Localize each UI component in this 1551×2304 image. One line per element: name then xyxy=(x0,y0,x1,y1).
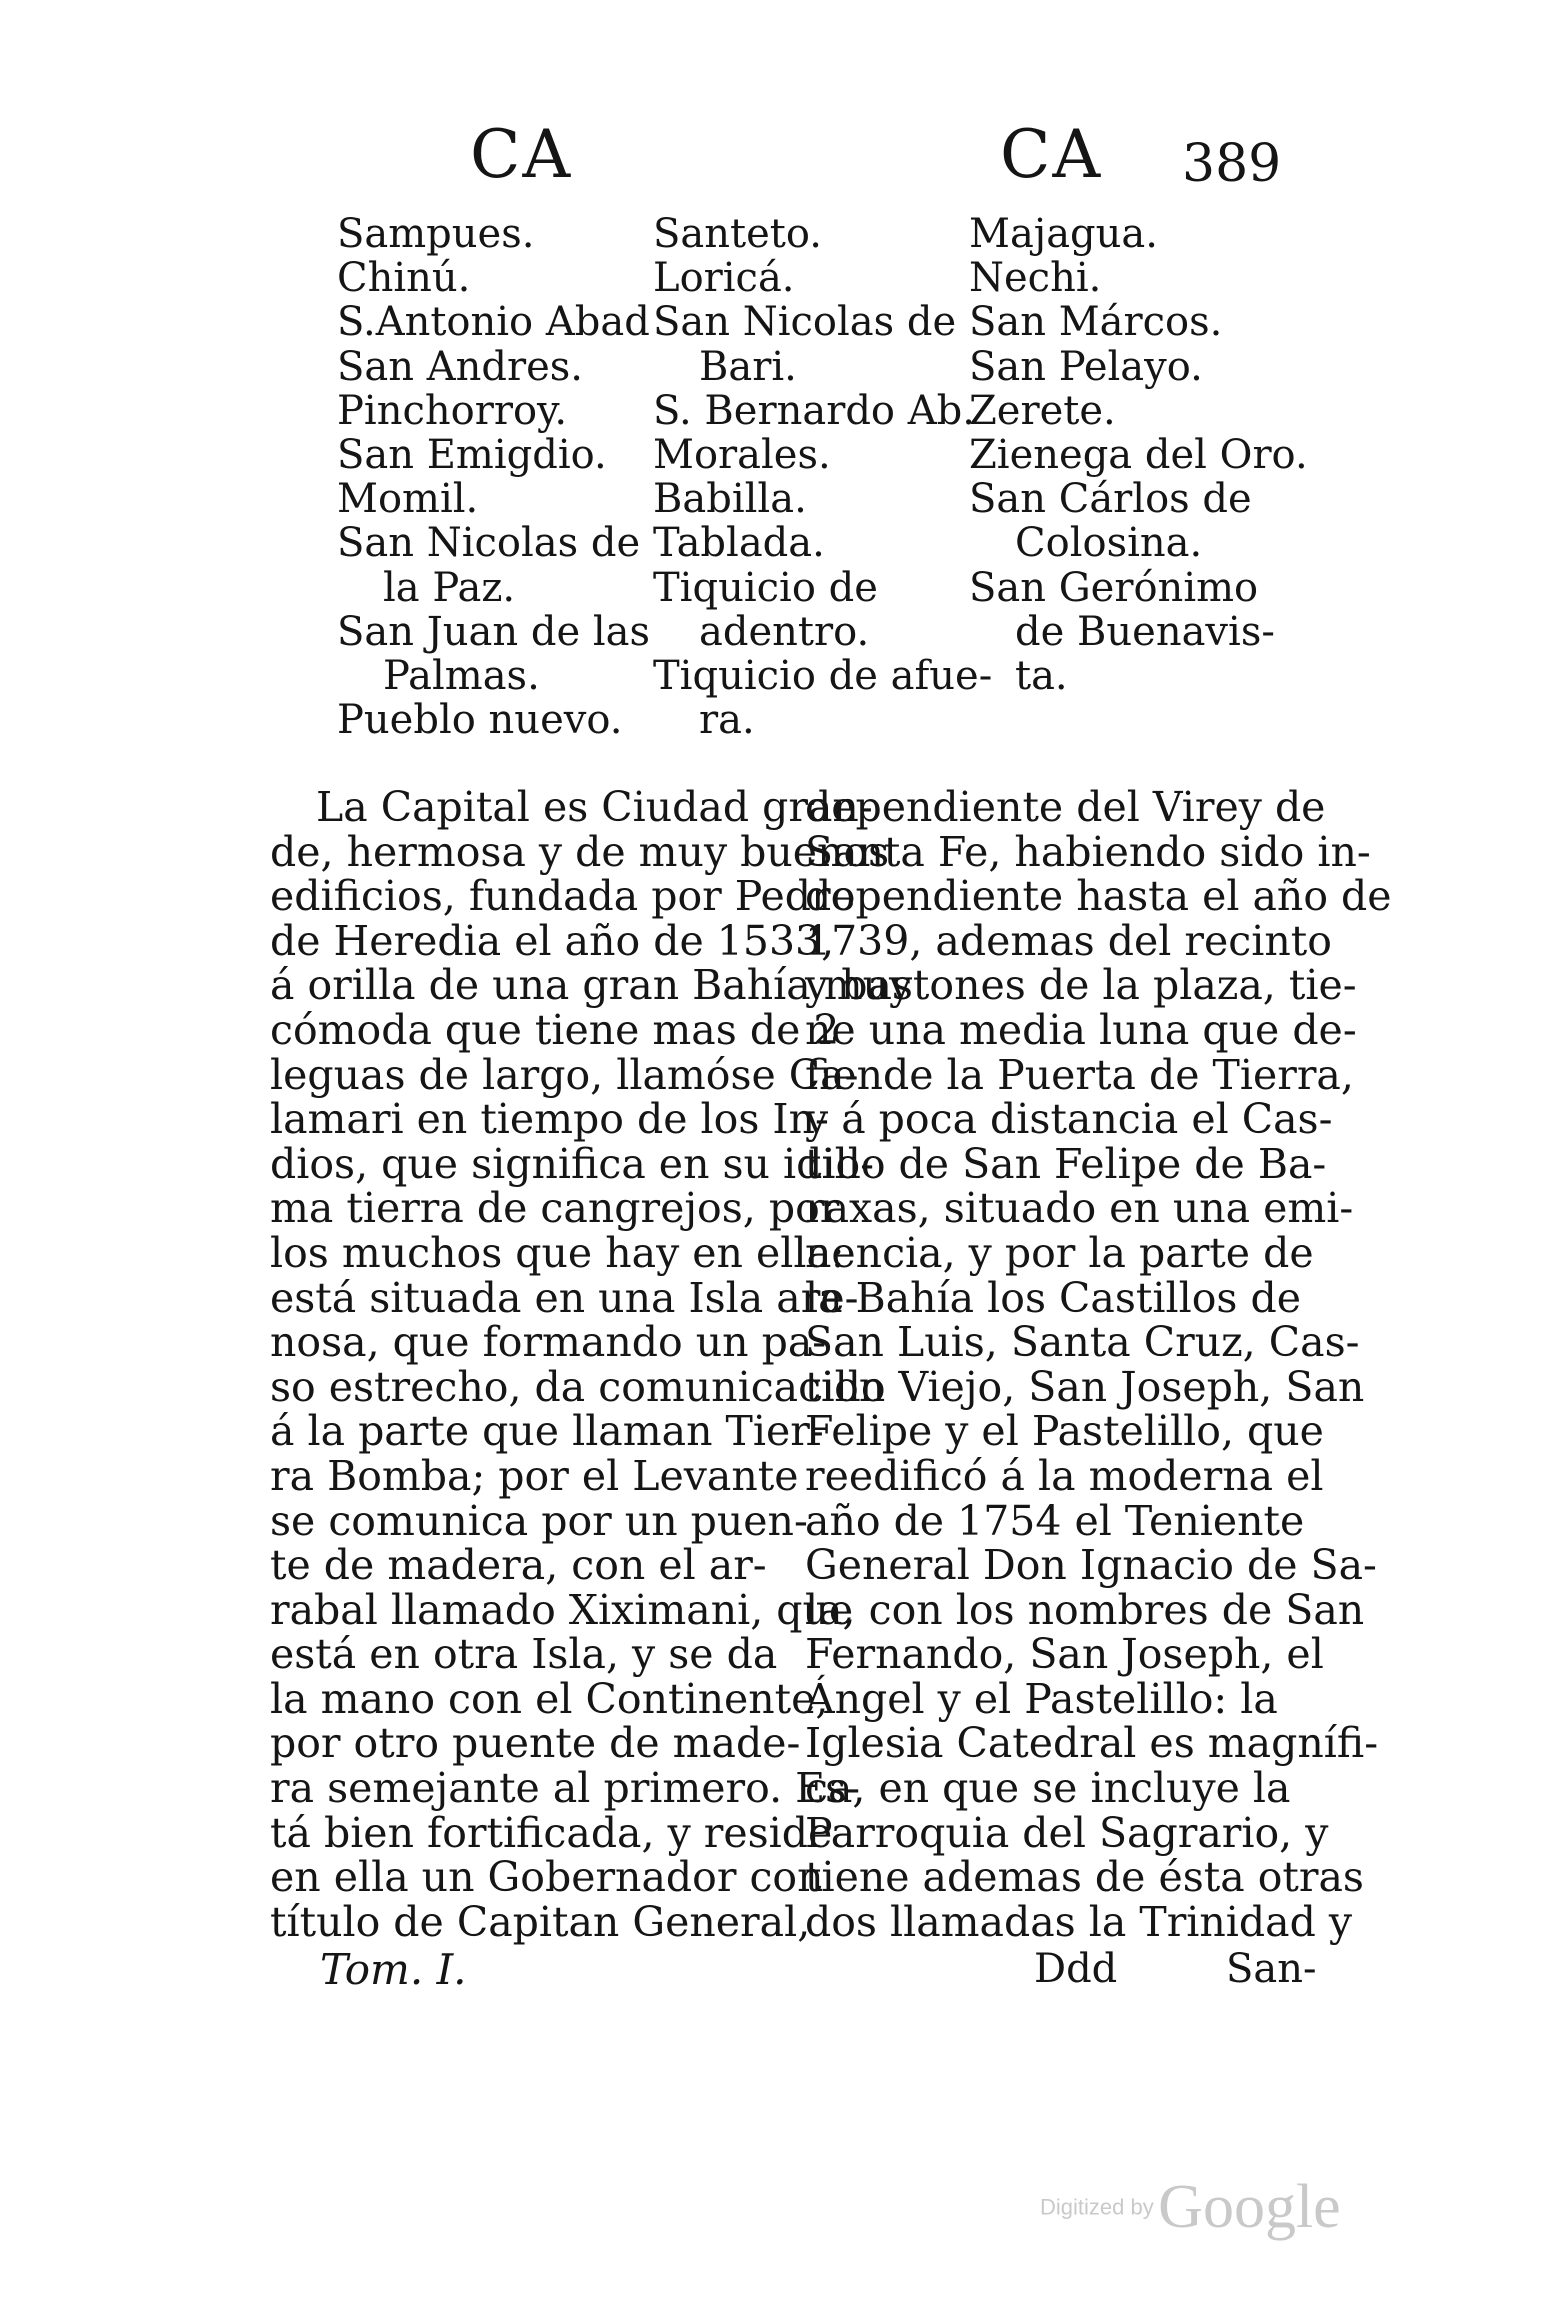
place-list-column-2 xyxy=(653,211,993,744)
place-item: Sampues. xyxy=(337,211,535,257)
text-line: nencia, y por la parte de xyxy=(805,1228,1314,1277)
text-line: de, hermosa y de muy buenos xyxy=(270,827,890,876)
place-list-column-1 xyxy=(337,211,651,744)
volume-label: Tom. I. xyxy=(320,1945,467,1994)
place-item: San Juan de las xyxy=(337,608,651,655)
text-line: y á poca distancia el Cas- xyxy=(805,1095,1333,1144)
place-item-continuation: la Paz. xyxy=(383,564,516,611)
text-line: dos llamadas la Trinidad y xyxy=(805,1897,1353,1946)
place-item: Morales. xyxy=(653,432,831,479)
text-line: ne una media luna que de- xyxy=(805,1005,1357,1054)
text-line: dependiente del Virey de xyxy=(805,783,1326,831)
text-line: á orilla de una gran Bahía muy xyxy=(270,961,913,1010)
text-line: Parroquia del Sagrario, y xyxy=(805,1808,1329,1857)
place-item-continuation: ra. xyxy=(699,697,755,744)
text-line: edificios, fundada por Pedro xyxy=(270,872,856,921)
running-head-left: CA xyxy=(470,116,573,193)
text-line: y bastones de la plaza, tie- xyxy=(805,961,1357,1010)
text-line: leguas de largo, llamóse Ca- xyxy=(270,1050,859,1099)
text-line: de Heredia el año de 1533, xyxy=(270,916,835,965)
page-number: 389 xyxy=(1182,134,1282,194)
running-head-right: CA xyxy=(1000,116,1103,193)
place-item: Babilla. xyxy=(653,476,807,523)
text-line: raxas, situado en una emi- xyxy=(805,1184,1354,1233)
text-line: los muchos que hay en ella: xyxy=(270,1228,845,1277)
text-line: la Bahía los Castillos de xyxy=(805,1273,1301,1322)
text-line: á la parte que llaman Tier- xyxy=(270,1407,824,1456)
place-item: San Nicolas de xyxy=(653,299,957,346)
place-item-continuation: Palmas. xyxy=(383,653,540,700)
text-line: tillo Viejo, San Joseph, San xyxy=(805,1362,1365,1411)
place-item: Tiquicio de xyxy=(653,564,878,611)
text-line: tillo de San Felipe de Ba- xyxy=(805,1139,1327,1188)
body-text-column-1 xyxy=(270,783,913,1946)
place-item: San Pelayo. xyxy=(969,343,1203,390)
place-item: Zerete. xyxy=(969,387,1116,434)
place-item-continuation: Bari. xyxy=(699,343,797,390)
place-item: Nechi. xyxy=(969,255,1102,302)
text-line: ra Bomba; por el Levante xyxy=(270,1451,799,1500)
place-item: San Nicolas de xyxy=(337,520,641,567)
text-line: te de madera, con el ar- xyxy=(270,1541,767,1590)
text-line: Fernando, San Joseph, el xyxy=(805,1630,1324,1679)
place-item: San Emigdio. xyxy=(337,432,607,479)
text-line: La Capital es Ciudad gran- xyxy=(316,783,873,831)
text-line: dios, que significa en su idio- xyxy=(270,1139,874,1188)
place-item: San Cárlos de xyxy=(969,476,1252,523)
place-item: Tiquicio de afue- xyxy=(653,653,993,700)
text-line: San Luis, Santa Cruz, Cas- xyxy=(805,1318,1360,1367)
text-line: lamari en tiempo de los In- xyxy=(270,1095,829,1144)
text-line: fiende la Puerta de Tierra, xyxy=(805,1050,1354,1099)
place-item: Zienega del Oro. xyxy=(969,432,1308,479)
text-line: tiene ademas de ésta otras xyxy=(805,1853,1364,1902)
text-line: se comunica por un puen- xyxy=(270,1496,808,1545)
text-line: Felipe y el Pastelillo, que xyxy=(805,1407,1324,1456)
text-line: Iglesia Catedral es magnífi- xyxy=(805,1719,1379,1768)
place-item: Tablada. xyxy=(653,520,825,567)
text-line: dependiente hasta el año de xyxy=(805,872,1392,921)
place-item: S.Antonio Abad xyxy=(337,299,650,346)
text-line: rabal llamado Xiximani, que xyxy=(270,1585,854,1634)
text-line: Santa Fe, habiendo sido in- xyxy=(805,827,1371,876)
place-item: Chinú. xyxy=(337,255,471,302)
place-item-continuation: adentro. xyxy=(699,608,870,655)
text-line: está en otra Isla, y se da xyxy=(270,1630,778,1679)
place-item: San Andres. xyxy=(337,343,584,390)
catchword: San- xyxy=(1226,1946,1317,1992)
text-line: tá bien fortificada, y reside xyxy=(270,1808,833,1857)
text-line: la mano con el Continente, xyxy=(270,1674,829,1723)
text-line: Ángel y el Pastelillo: la xyxy=(805,1674,1278,1723)
text-line: ra semejante al primero. Es- xyxy=(270,1764,860,1813)
place-item-continuation: Colosina. xyxy=(1015,520,1203,567)
text-line: año de 1754 el Teniente xyxy=(805,1496,1305,1545)
place-item: San Gerónimo xyxy=(969,564,1259,611)
text-line: por otro puente de made- xyxy=(270,1719,801,1768)
text-line: en ella un Gobernador con xyxy=(270,1853,824,1902)
signature-mark: Ddd xyxy=(1034,1946,1118,1992)
text-line: ma tierra de cangrejos, por xyxy=(270,1184,840,1233)
watermark-brand: Google xyxy=(1158,2173,1341,2241)
place-item: Pueblo nuevo. xyxy=(337,697,623,744)
watermark-prefix: Digitized by xyxy=(1040,2194,1154,2220)
place-item: Loricá. xyxy=(653,255,795,302)
digitization-watermark xyxy=(1040,2172,1341,2243)
place-item: Momil. xyxy=(337,476,479,523)
text-line: reedificó á la moderna el xyxy=(805,1451,1324,1500)
place-item: Santeto. xyxy=(653,211,822,257)
place-item-continuation: de Buenavis- xyxy=(1015,608,1275,655)
text-line: so estrecho, da comunicacion xyxy=(270,1362,886,1411)
place-item-continuation: ta. xyxy=(1015,653,1068,700)
text-line: ca, en que se incluye la xyxy=(805,1764,1291,1813)
text-line: nosa, que formando un pa- xyxy=(270,1318,827,1367)
place-item: San Márcos. xyxy=(969,299,1223,346)
place-item: Pinchorroy. xyxy=(337,387,568,434)
text-line: la, con los nombres de San xyxy=(805,1585,1365,1634)
place-item: Majagua. xyxy=(969,211,1158,257)
body-text-column-2 xyxy=(805,783,1392,1946)
place-list-column-3 xyxy=(969,211,1308,700)
place-item: S. Bernardo Ab. xyxy=(653,387,975,434)
text-line: 1739, ademas del recinto xyxy=(805,916,1332,965)
text-line: título de Capitan General, xyxy=(270,1897,811,1946)
text-line: cómoda que tiene mas de 2 xyxy=(270,1005,840,1054)
text-line: General Don Ignacio de Sa- xyxy=(805,1541,1377,1590)
text-line: está situada en una Isla are- xyxy=(270,1273,859,1322)
